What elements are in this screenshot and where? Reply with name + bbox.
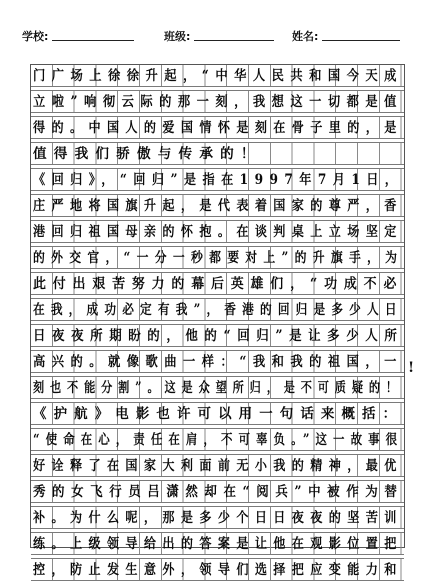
grid-row	[31, 403, 404, 425]
handwritten-line: 刻也不能分割”。这是众望所归，是不可质疑的！	[33, 380, 403, 396]
school-field	[22, 28, 164, 44]
handwritten-line: 秀的女飞行员吕潇然却在“阅兵”中被作为替	[33, 484, 404, 500]
handwritten-line: 的外交官，“一分一秒都要对上”的升旗手，为	[33, 250, 404, 266]
grid-row	[31, 351, 404, 373]
handwritten-line: 日夜夜所期盼的，他的“回归”是让多少人所	[33, 328, 404, 344]
grid-row	[31, 221, 404, 243]
grid-row	[31, 377, 404, 399]
handwritten-line: 得的。中国人的爱国情怀是刻在骨子里的，是	[33, 120, 403, 136]
class-label: 班级:	[164, 30, 191, 43]
grid-row	[31, 325, 404, 347]
handwritten-line: 好诠释了在国家大利面前无小我的精神，最优	[33, 458, 403, 474]
grid-row	[31, 429, 404, 451]
school-label: 学校:	[22, 30, 49, 43]
handwritten-line: 高兴的。就像歌曲一样：“我和我的祖国，一	[33, 354, 403, 370]
grid-row	[31, 143, 404, 165]
handwritten-line: 此付出艰苦努力的幕后英雄们，“功成不必	[33, 276, 404, 292]
handwritten-line: 在我，成功必定有我”，香港的回归是多少人日	[33, 302, 403, 318]
handwritten-line: 值得我们骄傲与传承的！	[33, 146, 262, 162]
grid-row	[31, 507, 404, 529]
handwritten-line: 练。上级领导给出的答案是让他在观影位置把	[33, 536, 403, 552]
grid-row	[31, 195, 404, 217]
school-blank-line	[52, 39, 134, 41]
handwritten-line: 《护航》电影也许可以用一句话来概括：	[33, 406, 404, 422]
grid-row	[31, 247, 404, 269]
handwritten-line: 《回归》，“回归”是指在1997年7月1日，	[33, 172, 404, 188]
grid-row	[31, 65, 404, 87]
handwritten-line: 庄严地将国旗升起，是代表着国家的尊严，香	[33, 198, 403, 214]
composition-grid	[30, 64, 405, 578]
grid-row	[31, 273, 404, 295]
handwritten-line: 补。为什么呢，那是多少个日日夜夜的坚苦训	[33, 510, 403, 526]
handwritten-line: 港回归祖国母亲的怀抱。在谈判桌上立场坚定	[33, 224, 403, 240]
grid-row	[31, 299, 404, 321]
handwritten-line: 门广场上徐徐升起，“中华人民共和国今天成	[33, 68, 403, 84]
name-label: 姓名:	[292, 30, 319, 43]
class-blank-line	[194, 39, 274, 41]
class-field	[164, 28, 292, 44]
grid-row	[31, 559, 404, 581]
handwritten-line: 控，防止发生意外，领导们选择把应变能力和	[33, 562, 403, 578]
grid-row	[31, 533, 404, 555]
name-field	[292, 28, 412, 44]
grid-row	[31, 117, 404, 139]
grid-row	[31, 91, 404, 113]
student-info-header	[22, 24, 412, 44]
handwritten-line: 立啦”响彻云际的那一刻，我想这一切都是值	[33, 94, 403, 110]
name-blank-line	[322, 39, 400, 41]
grid-row	[31, 169, 404, 191]
grid-row	[31, 455, 404, 477]
margin-exclamation-mark: !	[408, 360, 415, 376]
grid-row	[31, 481, 404, 503]
handwritten-line: “使命在心，责任在肩，不可辜负。”这一故事很	[33, 432, 404, 448]
